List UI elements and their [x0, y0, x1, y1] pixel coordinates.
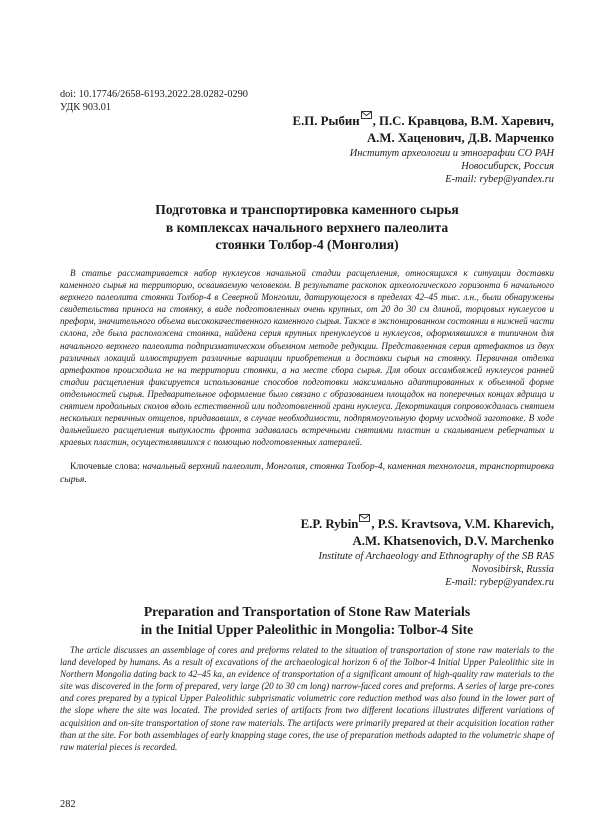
ru-abstract — [60, 267, 554, 448]
ru-title-line1: Подготовка и транспортировка каменного сырья — [155, 202, 459, 217]
udk-code: УДК 903.01 — [60, 101, 112, 113]
ru-title-line2: в комплексах начального верхнего палеолита — [165, 219, 449, 235]
ru-authors-block — [293, 113, 554, 187]
ru-abstract-text: В статье рассматривается набор нуклеусов начальной стадии расщепления, относящихся к ситуации доставки каменного сырья на территорию, осваиваемую человеком. В результате раскопок археологического горизонта 6 начального верхнего палеолита стоянки Толбор-4 в Северной Монголии, датирующегося в пределах 42–45 тыс. л.н., были обнаружены свидетельства приноса на стоянку, в виде подготовленных очень крупных, от 20 до 30 см длиной, торцовых нуклеусов и преформ, значительного объема высококачественного каменного сырья. Также в экспонированном состоянии в нижней части склона, где была расположена стоянка, найдена серия крупных пренуклеусов и нуклеусов, оформлявшихся в типичном для начального верхнего палеолита подпризматическом объемном методе редукции. Представленная серия артефактов из двух различных локаций иллюстрирует различные вариации приобретения и доставки сырья на стоянку. Первичная отделка артефактов происходила не на территории стоянки, а на месте сбора сырья. Для обоих ассамбляжей нуклеусов ранней стадии расщепления фиксируется использование способов подготовки максимально адаптированных к объемной форме отдельностей сырья. Предварительное оформление было связано с образованием площадок на поперечных концах ядрища и снятием продольных сколов вдоль естественной или подготовленной грани нуклеуса. Декортикация сопровождалась снятием нескольких первичных отщепов, придававших, в случае необходимости, подпрямоугольную форму исходной заготовке. В ходе дальнейшего расщепления выпуклость фронта задавалась встречными снятиями пластин и скалыванием реберчатых и краевых пластин, осуществлявшихся с помощью подготовленных латералей. — [60, 268, 554, 448]
en-authors-block — [301, 516, 554, 590]
ru-affiliation: Институт археологии и этнографии СО РАН — [349, 148, 554, 159]
en-author-rybin: E.P. Rybin — [300, 517, 359, 531]
en-authors-line1-rest: , P.S. Kravtsova, V.M. Kharevich, — [371, 517, 554, 531]
en-title-line2: in the Initial Upper Paleolithic in Mongolia: Tolbor-4 Site — [140, 621, 474, 637]
ru-authors — [293, 113, 554, 146]
ru-keywords — [60, 461, 554, 486]
ru-title-line3: стоянки Толбор-4 (Монголия) — [215, 237, 399, 253]
ru-keywords-label: Ключевые слова: — [70, 461, 140, 472]
en-abstract — [60, 644, 554, 753]
article-meta — [60, 89, 248, 114]
en-title-line1: Preparation and Transportation of Stone Raw Materials — [143, 604, 471, 619]
en-affiliation: Institute of Archaeology and Ethnography of the SB RAS — [318, 551, 554, 562]
envelope-icon[interactable] — [359, 514, 370, 522]
ru-authors-line2: А.М. Хаценович, Д.В. Марченко — [366, 130, 554, 145]
page-number: 282 — [60, 799, 76, 810]
ru-author-rybin: Е.П. Рыбин — [292, 114, 360, 128]
ru-email[interactable]: E-mail: rybep@yandex.ru — [445, 173, 554, 185]
en-authors-line2: A.M. Khatsenovich, D.V. Marchenko — [352, 533, 554, 548]
en-email[interactable]: E-mail: rybep@yandex.ru — [445, 576, 554, 588]
ru-city: Новосибирск, Россия — [461, 160, 554, 172]
ru-authors-line1-rest: , П.С. Кравцова, В.М. Харевич, — [372, 114, 554, 128]
en-affiliation-block — [301, 551, 554, 590]
doi[interactable]: doi: 10.17746/2658-6193.2022.28.0282-0290 — [60, 89, 248, 100]
ru-title — [60, 201, 554, 254]
en-title — [60, 603, 554, 638]
ru-keywords-list: начальный верхний палеолит, Монголия, стоянка Толбор-4, каменная технология, транспортировка сырья. — [60, 461, 554, 485]
ru-affiliation-block — [293, 148, 554, 187]
en-abstract-text: The article discusses an assemblage of cores and preforms related to the situation of transportation of stone raw materials to the land developed by humans. As a result of excavations of the archaeological horizon 6 of the Tolbor-4 Initial Upper Paleolithic site in Northern Mongolia dating back to 42–45 ka, an evidence of transportation of a significant amount of high-quality raw materials to the site was discovered in the form of prepared, very large (20 to 30 cm long) narrow-faced cores and preforms. A series of large pre-cores and cores prepared by a typical Upper Paleolithic subprismatic volumetric core reduction method was also found in the lower part of the slope where the site was located. The provided series of artifacts from two different locations illustrates different variations of acquisition and on-site transportation of stone raw materials. The artifacts were primarily prepared at their acquisition location rather than at the site. For both assemblages of early knapping stage cores, the use of preparation methods adapted to the volumetric shape of raw material pieces is recorded. — [60, 645, 554, 752]
en-city: Novosibirsk, Russia — [471, 563, 554, 575]
en-authors — [301, 516, 554, 549]
envelope-icon[interactable] — [361, 111, 372, 119]
